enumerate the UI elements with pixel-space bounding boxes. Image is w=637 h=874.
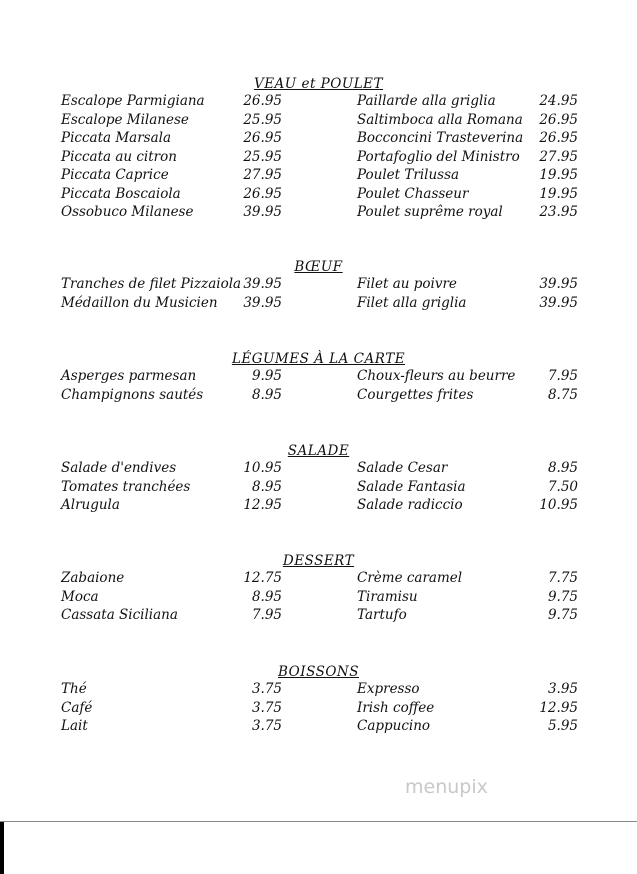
item-price: 8.95: [251, 589, 282, 605]
item-price: 26.95: [243, 130, 282, 146]
section-title: BOISSONS: [278, 664, 359, 680]
item-price: 12.95: [243, 497, 282, 513]
item-name: Piccata Boscaiola: [61, 186, 181, 202]
section-title: SALADE: [287, 443, 350, 459]
item-price: 39.95: [539, 295, 578, 311]
menu-row: [0, 149, 637, 167]
item-name: Piccata Marsala: [61, 130, 172, 146]
section-title: BŒUF: [294, 259, 343, 275]
menu-row: [0, 497, 637, 515]
item-name: Portafoglio del Ministro: [357, 149, 520, 165]
item-price: 23.95: [539, 204, 578, 220]
item-price: 3.75: [251, 700, 282, 716]
item-name: Poulet suprême royal: [357, 204, 503, 220]
menu-row: [0, 186, 637, 204]
item-price: 10.95: [243, 460, 282, 476]
item-name: Salade Fantasia: [357, 479, 466, 495]
section-title: DESSERT: [282, 553, 355, 569]
item-name: Escalope Parmigiana: [61, 93, 205, 109]
menu-row: [0, 295, 637, 313]
item-price: 26.95: [243, 93, 282, 109]
item-name: Poulet Trilussa: [357, 167, 460, 183]
section-title: VEAU et POULET: [253, 76, 384, 92]
item-price: 19.95: [539, 186, 578, 202]
item-name: Crème caramel: [357, 570, 463, 586]
item-name: Thé: [61, 681, 87, 697]
item-price: 7.95: [547, 368, 578, 384]
menu-row: [0, 700, 637, 718]
menu-row: [0, 718, 637, 736]
item-price: 3.75: [251, 718, 282, 734]
item-price: 8.95: [251, 479, 282, 495]
item-name: Champignons sautés: [61, 387, 204, 403]
menu-row: [0, 167, 637, 185]
item-name: Filet au poivre: [357, 276, 457, 292]
item-name: Salade Cesar: [357, 460, 448, 476]
item-price: 39.95: [243, 204, 282, 220]
item-name: Cappucino: [357, 718, 431, 734]
scan-edge-bar: [0, 822, 4, 874]
item-name: Médaillon du Musicien: [61, 295, 218, 311]
item-name: Courgettes frites: [357, 387, 474, 403]
item-name: Saltimboca alla Romana: [357, 112, 523, 128]
menu-row: [0, 204, 637, 222]
item-price: 9.75: [547, 607, 578, 623]
item-name: Alrugula: [61, 497, 120, 513]
item-price: 27.95: [539, 149, 578, 165]
item-name: Poulet Chasseur: [357, 186, 469, 202]
item-name: Café: [61, 700, 93, 716]
item-name: Lait: [61, 718, 88, 734]
menu-row: [0, 589, 637, 607]
item-name: Paillarde alla griglia: [357, 93, 496, 109]
menu-row: [0, 607, 637, 625]
item-price: 39.95: [243, 295, 282, 311]
item-price: 7.75: [547, 570, 578, 586]
item-price: 3.95: [547, 681, 578, 697]
item-name: Tartufo: [357, 607, 407, 623]
menu-row: [0, 570, 637, 588]
item-name: Moca: [61, 589, 99, 605]
item-name: Piccata Caprice: [61, 167, 169, 183]
item-price: 26.95: [539, 130, 578, 146]
menu-row: [0, 479, 637, 497]
item-price: 39.95: [243, 276, 282, 292]
item-price: 7.50: [547, 479, 578, 495]
item-name: Asperges parmesan: [61, 368, 197, 384]
item-price: 25.95: [243, 112, 282, 128]
item-price: 19.95: [539, 167, 578, 183]
section-title: LÉGUMES À LA CARTE: [231, 351, 406, 367]
item-name: Tiramisu: [357, 589, 418, 605]
item-price: 12.75: [243, 570, 282, 586]
item-name: Cassata Siciliana: [61, 607, 178, 623]
item-name: Tomates tranchées: [61, 479, 191, 495]
item-price: 9.75: [547, 589, 578, 605]
item-price: 8.95: [251, 387, 282, 403]
item-price: 7.95: [251, 607, 282, 623]
item-name: Choux-fleurs au beurre: [357, 368, 516, 384]
item-price: 39.95: [539, 276, 578, 292]
menu-row: [0, 460, 637, 478]
item-price: 9.95: [251, 368, 282, 384]
item-price: 8.75: [547, 387, 578, 403]
item-name: Tranches de filet Pizzaiola: [61, 276, 242, 292]
item-name: Expresso: [357, 681, 420, 697]
item-name: Ossobuco Milanese: [61, 204, 194, 220]
item-price: 10.95: [539, 497, 578, 513]
item-name: Salade d'endives: [61, 460, 177, 476]
menu-row: [0, 387, 637, 405]
item-price: 8.95: [547, 460, 578, 476]
item-price: 3.75: [251, 681, 282, 697]
item-price: 24.95: [539, 93, 578, 109]
item-name: Escalope Milanese: [61, 112, 189, 128]
item-price: 27.95: [243, 167, 282, 183]
menu-row: [0, 112, 637, 130]
menu-row: [0, 130, 637, 148]
item-name: Piccata au citron: [61, 149, 177, 165]
item-name: Salade radiccio: [357, 497, 463, 513]
item-price: 26.95: [243, 186, 282, 202]
item-name: Irish coffee: [357, 700, 435, 716]
scan-edge-line: [0, 821, 637, 822]
menu-row: [0, 368, 637, 386]
menu-row: [0, 681, 637, 699]
item-name: Zabaione: [61, 570, 125, 586]
menu-row: [0, 93, 637, 111]
item-name: Filet alla griglia: [357, 295, 467, 311]
menu-row: [0, 276, 637, 294]
menupix-watermark: menupix: [405, 776, 488, 798]
item-price: 25.95: [243, 149, 282, 165]
item-name: Bocconcini Trasteverina: [357, 130, 524, 146]
item-price: 5.95: [547, 718, 578, 734]
item-price: 26.95: [539, 112, 578, 128]
item-price: 12.95: [539, 700, 578, 716]
